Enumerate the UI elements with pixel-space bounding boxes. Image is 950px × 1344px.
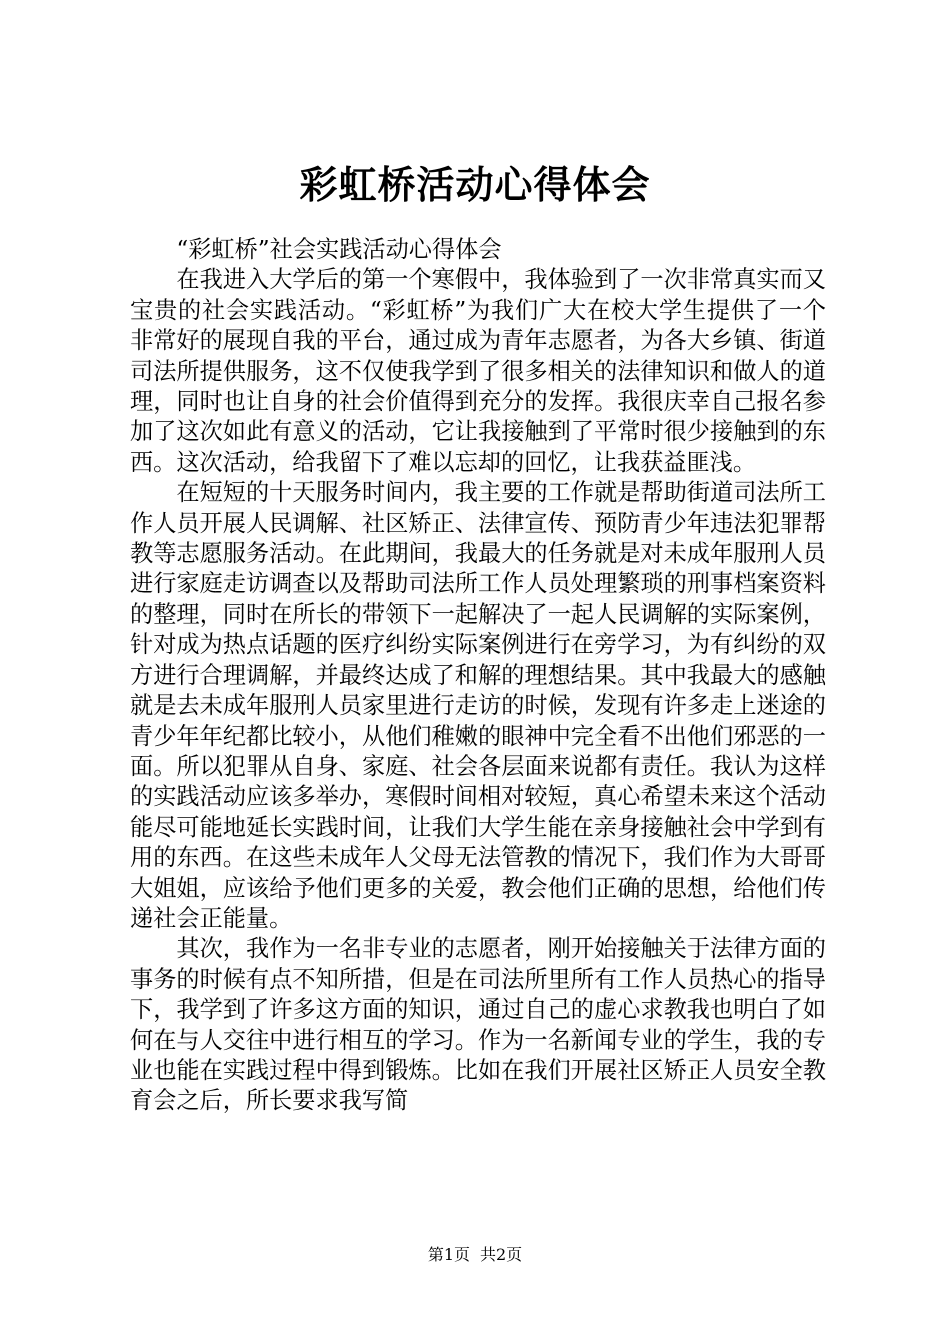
- document-title: 彩虹桥活动心得体会: [299, 162, 651, 207]
- page-footer: [0, 1244, 950, 1266]
- paragraph-1: 在我进入大学后的第一个寒假中，我体验到了一次非常真实而又宝贵的社会实践活动。“彩虹桥”为我们广大在校大学生提供了一个非常好的展现自我的平台，通过成为青年志愿者，为各大乡镇、街道司法所提供服务，这不仅使我学到了很多相关的法律知识和做人的道理，同时也让自身的社会价值得到充分的发挥。我很庆幸自己报名参加了这次如此有意义的活动，它让我接触到了平常时很少接触到的东西。这次活动，给我留下了难以忘却的回忆，让我获益匪浅。: [130, 266, 826, 476]
- document-body: [130, 235, 826, 1117]
- paragraph-3: 其次，我作为一名非专业的志愿者，刚开始接触关于法律方面的事务的时候有点不知所措，但是在司法所里所有工作人员热心的指导下，我学到了许多这方面的知识，通过自己的虚心求教我也明白了如何在与人交往中进行相互的学习。作为一名新闻专业的学生，我的专业也能在实践过程中得到锻炼。比如在我们开展社区矫正人员安全教育会之后，所长要求我写简: [130, 935, 826, 1115]
- page-number: 第1页: [427, 1245, 470, 1264]
- subtitle-line: “彩虹桥”社会实践活动心得体会: [176, 236, 502, 263]
- paragraph-2: 在短短的十天服务时间内，我主要的工作就是帮助街道司法所工作人员开展人民调解、社区矫正、法律宣传、预防青少年违法犯罪帮教等志愿服务活动。在此期间，我最大的任务就是对未成年服刑人员进行家庭走访调查以及帮助司法所工作人员处理繁琐的刑事档案资料的整理，同时在所长的带领下一起解决了一起人民调解的实际案例，针对成为热点话题的医疗纠纷实际案例进行在旁学习，为有纠纷的双方进行合理调解，并最终达成了和解的理想结果。其中我最大的感触就是去未成年服刑人员家里进行走访的时候，发现有许多走上迷途的青少年年纪都比较小，从他们稚嫩的眼神中完全看不出他们邪恶的一面。所以犯罪从自身、家庭、社会各层面来说都有责任。我认为这样的实践活动应该多举办，寒假时间相对较短，真心希望未来这个活动能尽可能地延长实践时间，让我们大学生能在亲身接触社会中学到有用的东西。在这些未成年人父母无法管教的情况下，我们作为大哥哥大姐姐，应该给予他们更多的关爱，教会他们正确的思想，给他们传递社会正能量。: [130, 479, 826, 932]
- page-total: 共2页: [480, 1245, 523, 1264]
